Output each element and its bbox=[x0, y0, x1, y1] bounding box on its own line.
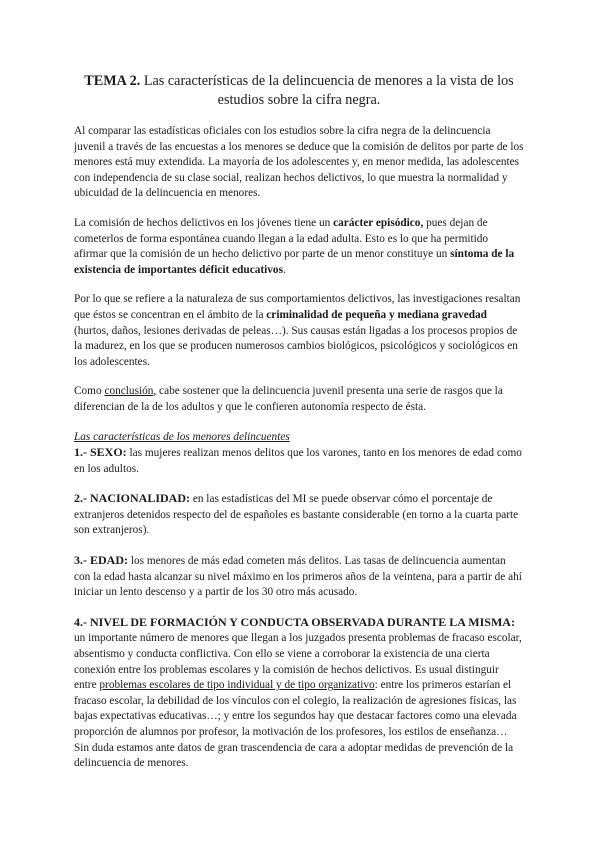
list-item-edad bbox=[74, 553, 524, 601]
p3-text-a: Por lo que se refiere a la naturaleza de sus comportamientos delictivos, las investigaciones resaltan que éstos se concentran en el ámbito de la bbox=[74, 293, 521, 321]
title-label: TEMA 2. bbox=[84, 73, 141, 89]
p2-bold-episodico: carácter episódico, bbox=[333, 216, 424, 229]
paragraph-4 bbox=[74, 384, 524, 415]
p2-text-c: pues dejan de cometerlos de forma espontánea cuando llegan a la edad adulta. Esto es lo que ha permitido afirmar que la comisión de un hecho delictivo por parte de un menor constituye un bbox=[74, 216, 489, 261]
p4-text-a: Como bbox=[74, 385, 105, 398]
paragraph-1: Al comparar las estadísticas oficiales con los estudios sobre la cifra negra de la delincuencia juvenil a través de las encuestas a los menores se deduce que la comisión de delitos por parte de los menores está muy extendida. La mayoría de los adolescentes y, en menor medida, las adolescentes con independencia de su clase social, realizan hechos delictivos, lo que muestra la normalidad y ubicuidad de la delincuencia en menores. bbox=[74, 125, 524, 200]
paragraph-3 bbox=[74, 292, 524, 370]
document-body bbox=[74, 72, 524, 774]
page-title bbox=[74, 72, 524, 110]
list-item-nacionalidad bbox=[74, 491, 524, 539]
item-label: 1.- SEXO: bbox=[74, 445, 127, 460]
p3-bold-criminalidad: criminalidad de pequeña y mediana gravedad bbox=[266, 308, 487, 321]
item-label: 2.- NACIONALIDAD: bbox=[74, 491, 190, 506]
p2-bold-sintoma: síntoma de la existencia de importantes déficit educativos bbox=[74, 248, 515, 276]
item-underlined-text: problemas escolares de tipo individual y de tipo organizativo bbox=[99, 679, 375, 692]
p4-text-c: , cabe sostener que la delincuencia juvenil presenta una serie de rasgos que la diferencian de la de los adultos y que le confieren autonomía respecto de ésta. bbox=[74, 385, 503, 413]
p4-underlined-conclusion: conclusión bbox=[104, 385, 154, 398]
list-item-sexo bbox=[74, 445, 524, 477]
title-text: Las características de la delincuencia de menores a la vista de los estudios sobre la cifra negra. bbox=[143, 73, 514, 108]
list-item-nivel-formacion bbox=[74, 615, 524, 772]
p3-text-c: (hurtos, daños, lesiones derivadas de peleas…). Sus causas están ligadas a los procesos propios de la madurez, en los que se producen numerosos cambios biológicos, psicológicos y sociológicos en los adolescentes. bbox=[74, 324, 518, 368]
item-text-b: : entre los primeros estarían el fracaso escolar, la debilidad de los vínculos con el colegio, la realización de agresiones físicas, las bajas expectativas educativas…; y entre los segundos hay que destacar factores como una elevada proporción de alumnos por profesor, la motivación de los profesores, los estilos de enseñanza… Sin duda estamos ante datos de gran trascendencia de cara a adoptar medidas de prevención de la delincuencia de menores. bbox=[74, 679, 517, 770]
section-heading: Las características de los menores delincuentes bbox=[74, 430, 290, 443]
item-text: los menores de más edad cometen más delitos. Las tasas de delincuencia aumentan con la edad hasta alcanzar su nivel máximo en los primeros años de la veintena, para a partir de ahí iniciar un lento descenso y a partir de los 30 otro más acusado. bbox=[74, 555, 522, 599]
item-text: en las estadísticas del MI se puede observar cómo el porcentaje de extranjeros detenidos respecto del de españoles es bastante considerable (en torno a la cuarta parte son extranjeros). bbox=[74, 493, 519, 537]
item-label: 4.- NIVEL DE FORMACIÓN Y CONDUCTA OBSERVADA DURANTE LA MISMA: bbox=[74, 614, 515, 629]
p2-text-e: . bbox=[282, 263, 286, 276]
p2-text-a: La comisión de hechos delictivos en los jóvenes tiene un bbox=[74, 216, 334, 229]
paragraph-2 bbox=[74, 216, 524, 278]
item-text: las mujeres realizan menos delitos que los varones, tanto en los menores de edad como en los adultos. bbox=[74, 447, 522, 475]
item-text-a: un importante número de menores que llegan a los juzgados presenta problemas de fracaso escolar, absentismo y conducta conflictiva. Con ello se viene a corroborar la existencia de una cierta conexión entre los problemas escolares y la comisión de hechos delictivos. Es usual distinguir entre bbox=[74, 632, 522, 692]
item-label: 3.- EDAD: bbox=[74, 553, 128, 568]
